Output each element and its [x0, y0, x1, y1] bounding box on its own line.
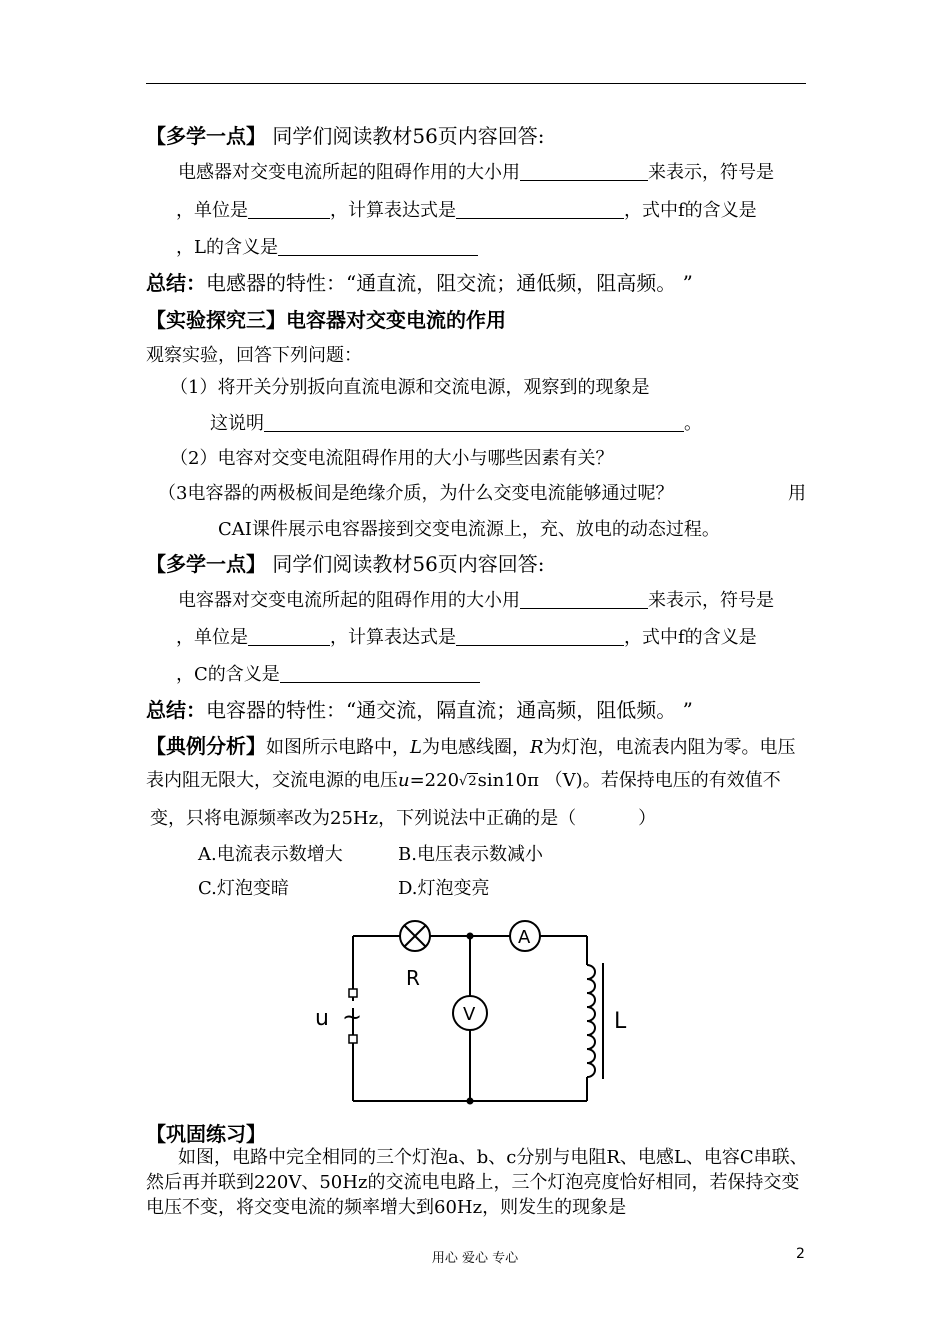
inductor-icon — [587, 963, 603, 1079]
practice-line-2: 然后再并联到220V、50Hz的交流电电路上，三个灯泡亮度恰好相同，若保持交变 — [146, 1172, 800, 1193]
answer-blank[interactable] — [456, 627, 624, 646]
inductor-question-line-2: ，单位是 ，计算表达式是 ，式中f的含义是 — [176, 200, 757, 221]
practice-line-1: 如图，电路中完全相同的三个灯泡a、b、c分别与电阻R、电感L、电容C串联、 — [178, 1147, 808, 1168]
answer-blank[interactable] — [248, 200, 330, 219]
experiment-question-2: （2）电容对交变电流阻碍作用的大小与哪些因素有关？ — [170, 448, 614, 469]
header-rule — [146, 83, 806, 84]
option-a: A.电流表示数增大 — [198, 844, 343, 865]
lamp-label: R — [406, 966, 420, 990]
practice-heading: 【巩固练习】 — [146, 1122, 266, 1146]
answer-blank[interactable] — [280, 664, 480, 683]
page-number: 2 — [796, 1246, 805, 1262]
answer-blank[interactable] — [278, 237, 478, 256]
experiment-question-1-conclusion: 这说明 。 — [210, 413, 702, 434]
junction-dot — [467, 1098, 474, 1105]
voltmeter-icon — [453, 996, 487, 1030]
capacitor-question-line-1: 电容器对交变电流所起的阻碍作用的大小用 来表示，符号是 — [178, 590, 774, 611]
answer-blank[interactable] — [248, 627, 330, 646]
footer-motto: 用心 爱心 专心 — [431, 1251, 519, 1266]
circuit-diagram — [300, 905, 640, 1115]
section-inductor-heading: 【多学一点】 同学们阅读教材56页内容回答: — [146, 124, 545, 148]
inductor-question-line-3: ，L的含义是 — [176, 237, 478, 259]
answer-blank[interactable] — [520, 162, 648, 181]
svg-text:A: A — [518, 927, 531, 948]
ammeter-icon — [510, 921, 540, 951]
source-label: u — [315, 1006, 329, 1031]
practice-line-3: 电压不变，将交变电流的频率增大到60Hz，则发生的现象是 — [146, 1197, 627, 1218]
example-line-2: 表内阻无限大，交流电源的电压u=220√2sin10π （V)。若保持电压的有效值不 — [146, 770, 781, 791]
experiment-question-1: （1）将开关分别扳向直流电源和交流电源，观察到的现象是 — [170, 377, 650, 398]
answer-blank[interactable] — [264, 413, 684, 432]
capacitor-question-line-2: ，单位是 ，计算表达式是 ，式中f的含义是 — [176, 627, 757, 648]
experiment-question-3-use: 用 — [788, 483, 806, 504]
capacitor-question-line-3: ，C的含义是 — [176, 664, 480, 686]
inductor-label: L — [614, 1009, 627, 1034]
example-line-3: 变，只将电源频率改为25Hz，下列说法中正确的是（ ） — [150, 808, 657, 829]
option-c: C.灯泡变暗 — [198, 878, 289, 899]
cai-demo-note: CAI课件展示电容器接到交变电流源上，充、放电的动态过程。 — [218, 519, 720, 540]
junction-dot — [467, 933, 474, 940]
sqrt-sign: √2 — [459, 774, 477, 789]
experiment-instruction: 观察实验，回答下列问题： — [146, 345, 362, 366]
experiment-3-title: 【实验探究三】电容器对交变电流的作用 — [146, 308, 506, 332]
answer-blank[interactable] — [456, 200, 624, 219]
source-terminal — [349, 989, 357, 997]
option-d: D.灯泡变亮 — [398, 878, 490, 899]
capacitor-summary: 总结：电容器的特性：“通交流，隔直流；通高频，阻低频。 ” — [146, 698, 693, 722]
experiment-question-3: （3电容器的两极板间是绝缘介质，为什么交变电流能够通过呢？ — [158, 483, 674, 504]
source-terminal — [349, 1035, 357, 1043]
section-capacitor-heading: 【多学一点】 同学们阅读教材56页内容回答: — [146, 552, 545, 576]
svg-text:V: V — [463, 1004, 476, 1025]
ac-source-icon: ~ — [342, 1003, 363, 1031]
inductor-question-line-1: 电感器对交变电流所起的阻碍作用的大小用 来表示，符号是 — [178, 162, 774, 183]
option-b: B.电压表示数减小 — [398, 844, 543, 865]
answer-blank[interactable] — [520, 590, 648, 609]
example-line-1: 【典例分析】如图所示电路中，L为电感线圈，R为灯泡，电流表内阻为零。电压 — [146, 734, 796, 758]
inductor-summary: 总结：电感器的特性：“通直流，阻交流；通低频，阻高频。 ” — [146, 271, 693, 295]
lamp-icon — [400, 921, 430, 951]
